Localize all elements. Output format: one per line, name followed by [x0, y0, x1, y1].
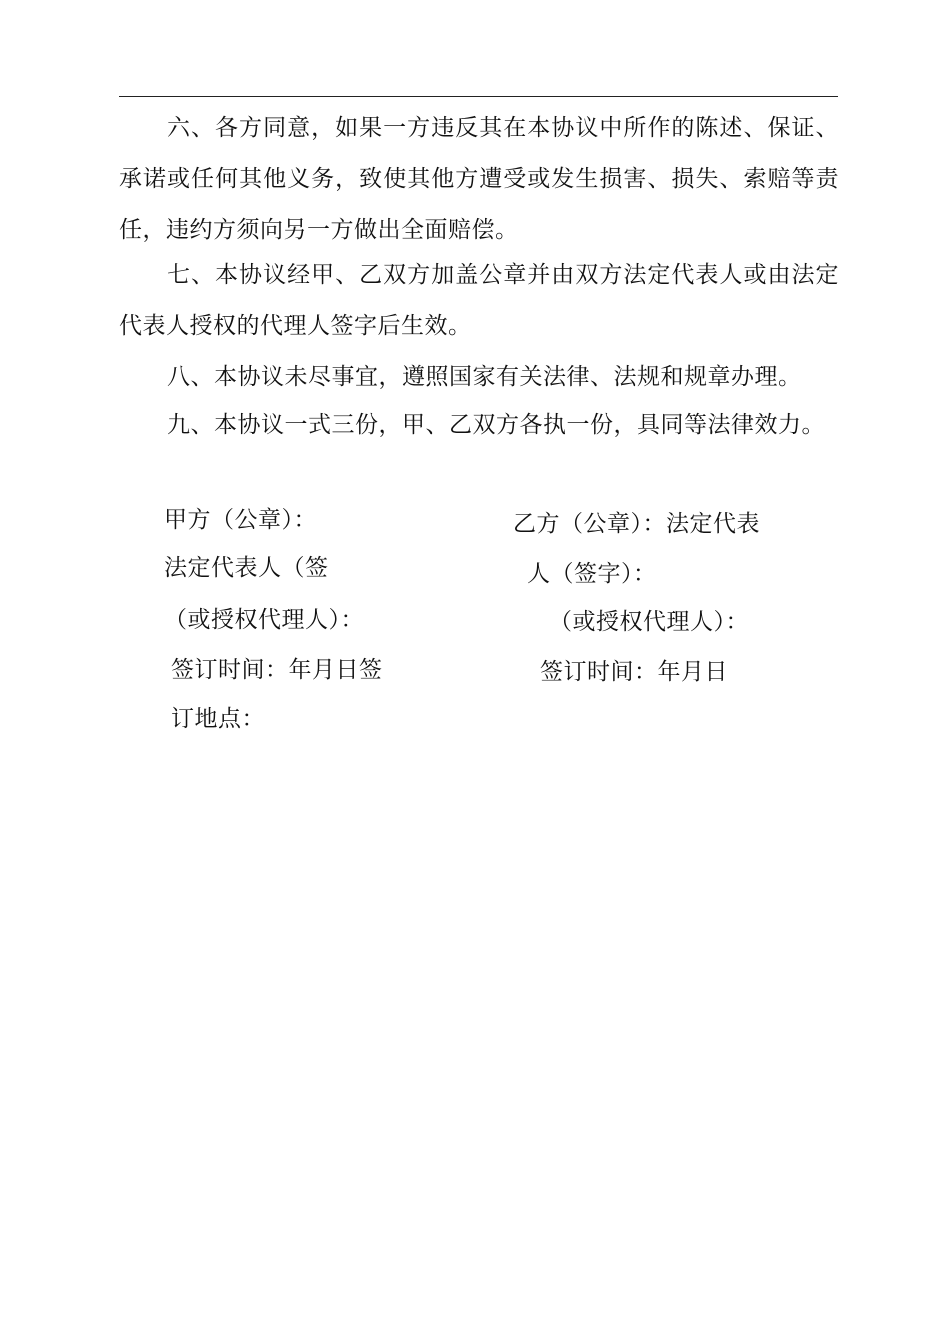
party-a-place-label: 订地点： [171, 706, 265, 732]
party-a-seal-label: 甲方（公章）： [164, 507, 317, 533]
clause-six: 六、各方同意，如果一方违反其在本协议中所作的陈述、保证、承诺或任何其他义务，致使其他方遭受或发生损害、损失、索赔等责任，违约方须向另一方做出全面赔偿。 [119, 115, 839, 243]
party-b-representative-label: 人（签字）： [527, 561, 657, 587]
clause-nine: 九、本协议一式三份，甲、乙双方各执一份，具同等法律效力。 [167, 412, 825, 438]
header-rule [119, 96, 838, 97]
party-a-date-label: 签订时间：年月日签 [171, 657, 383, 683]
party-a-agent-label: （或授权代理人）： [164, 607, 364, 633]
party-b-date-label: 签订时间：年月日 [540, 659, 728, 685]
party-a-representative-label: 法定代表人（签 [164, 555, 329, 581]
clause-seven: 七、本协议经甲、乙双方加盖公章并由双方法定代表人或由法定代表人授权的代理人签字后生效。 [119, 262, 839, 339]
party-b-agent-label: （或授权代理人）： [549, 609, 749, 635]
party-b-seal-label: 乙方（公章）：法定代表 [513, 511, 760, 537]
clause-eight: 八、本协议未尽事宜，遵照国家有关法律、法规和规章办理。 [167, 364, 802, 390]
